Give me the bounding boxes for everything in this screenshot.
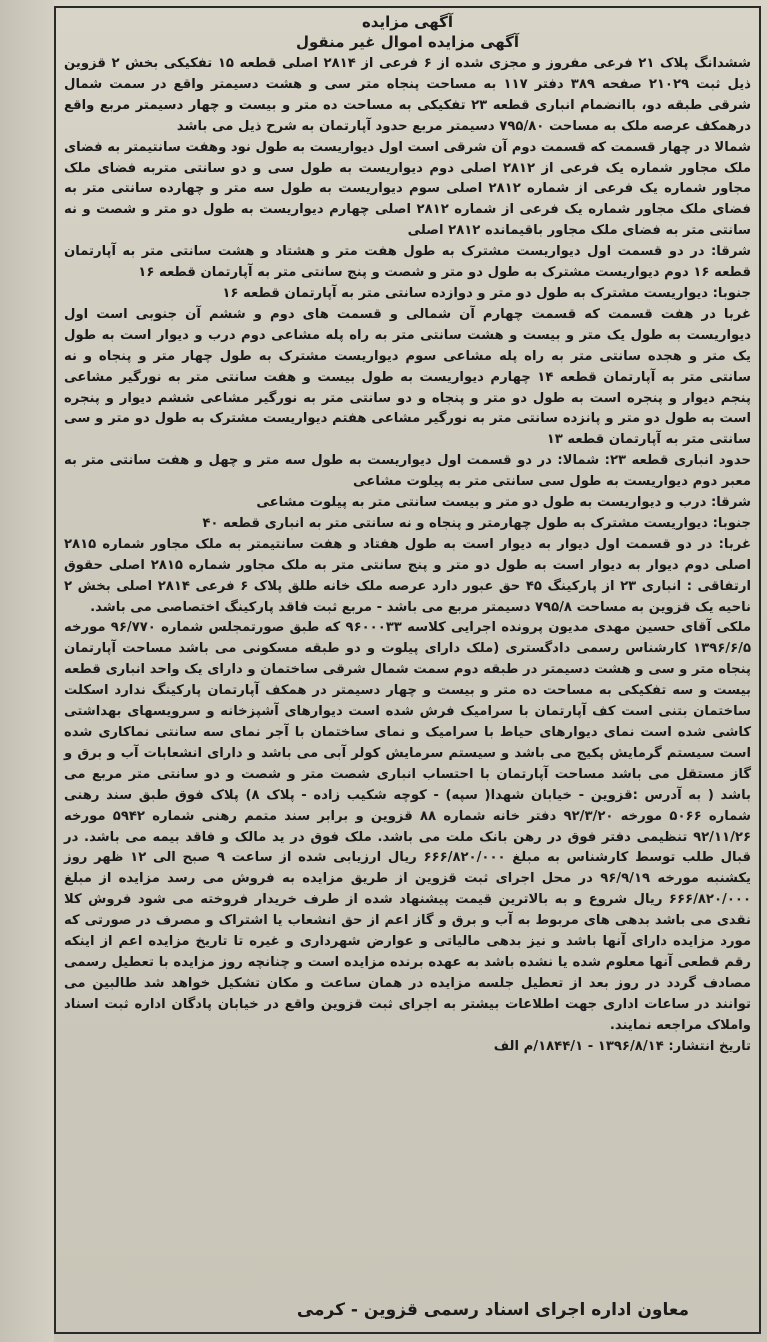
- storage-boundary-north: حدود انباری قطعه ۲۳: شمالا: در دو قسمت اول دیواریست به طول سه متر و چهل و هفت سانتی متر به معبر دوم دیواریست به طول سی سانتی متر به پیلوت مشاعی: [64, 453, 751, 490]
- notice-title: آگهی مزایده: [361, 13, 454, 31]
- storage-boundary-south: جنوبا: دیواریست مشترک به طول چهارمتر و پنجاه و نه سانتی متر به انباری قطعه ۴۰: [202, 515, 751, 531]
- signature-line: معاون اداره اجرای اسناد رسمی قزوین - کرمی: [296, 1300, 689, 1320]
- publication-date: تاریخ انتشار: ۱۳۹۶/۸/۱۴ - ۱۸۴۴/۱/م الف: [493, 1038, 751, 1054]
- property-description: ششدانگ پلاک ۲۱ فرعی مفروز و مجزی شده از ۶ فرعی از ۲۸۱۴ اصلی قطعه ۱۵ تفکیکی بخش ۲ قزوین ذیل ثبت ۲۱۰۲۹ صفحه ۳۸۹ دفتر ۱۱۷ به مساحت پنجاه متر سی و هشت دسیمتر واقع در سمت شمال شرقی طبقه دو، باانضمام انباری قطعه ۲۳ تفکیکی به مساحت ده متر و بیست و چهار دسیمتر مربع واقع درهمکف عرصه ملک به مساحت ۷۹۵/۸۰ دسیمتر مربع حدود آپارتمان به شرح ذیل می باشد: [64, 56, 751, 134]
- boundary-south: جنوبا: دیواریست مشترک به طول دو متر و دوازده سانتی متر به آپارتمان قطعه ۱۶: [222, 285, 751, 301]
- boundary-north: شمالا در چهار قسمت که قسمت دوم آن شرقی است اول دیواریست به طول نود وهفت سانتیمتر به فضای ملک مجاور شماره یک فرعی از ۲۸۱۲ اصلی دوم دیواریست به طول سی و دو سانتی متربه فضای ملک مجاور شماره یک فرعی از شماره ۲۸۱۲ اصلی سوم دیواریست به طول سه متر و چهارده سانتی متر به فضای ملک مجاور شماره یک فرعی از شماره ۲۸۱۲ اصلی چهارم دیواریست به طول دو متر و شصت و نه سانتی متر به فضای ملک مجاور باقیمانده ۲۸۱۲ اصلی: [64, 139, 752, 239]
- auction-details: ملکی آقای حسین مهدی مدیون پرونده اجرایی کلاسه ۹۶۰۰۰۳۳ که طبق صورتمجلس شماره ۹۶/۷۷۰ مورخه ۱۳۹۶/۶/۵ کارشناس رسمی دادگستری (ملک دارای پیلوت و دو طبقه مسکونی می باشد مساحت آپارتمان پنجاه متر و سی و هشت دسیمتر در طبقه دوم سمت شمال شرقی ساختمان و دارای یک واحد انباری قطعه بیست و سه تفکیکی به مساحت ده متر و بیست و چهار دسیمتر در همکف آپارتمان پارکینگ ندارد اسکلت ساختمان بتنی است کف آپارتمان با سرامیک فرش شده است دیوارهای آشپزخانه و سرویسهای بهداشتی کاشی شده است نمای دیوارهای حیاط با سرامیک و نمای ساختمان با آجر نمای سه سانتی نماکاری شده است سیستم گرمایش پکیج می باشد و سیستم سرمایش کولر آبی می باشد و دارای انشعابات آب و برق و گاز مستقل می باشد مساحت آپارتمان با احتساب انباری شصت متر و شصت و دو سانتی متر مربع می باشد ( به آدرس :قزوین - خیابان شهدا( سپه) - کوچه شکیب زاده - پلاک ۸) پلاک فوق طبق سند رهنی شماره ۵۰۶۶ مورخه ۹۲/۳/۲۰ دفتر خانه شماره ۸۸ قزوین و برابر سند متمم رهنی شماره ۵۹۴۲ مورخه ۹۲/۱۱/۲۶ تنظیمی دفتر فوق در رهن بانک ملت می باشد. ملک فوق در ید مالک و فاقد بیمه می باشد. در قبال طلب توسط کارشناس به مبلغ ۶۶۶/۸۲۰/۰۰۰ ریال ارزیابی شده از ساعت ۹ صبح الی ۱۲ ظهر روز یکشنبه مورخه ۹۶/۹/۱۹ در محل اجرای ثبت قزوین از طریق مزایده به فروش می رسد مزایده از مبلغ ۶۶۶/۸۲۰/۰۰۰ ریال شروع و به بالاترین قیمت پیشنهاد شده از طرف خریدار فروخته می شود فروش کلا نقدی می باشد بدهی های مربوط به آب و برق و گاز اعم از حق انشعاب یا اشتراک و مصرف در صورتی که مورد مزایده دارای آنها باشد و نیز بدهی مالیاتی و عوارض شهرداری و غیره تا تاریخ مزایده اعم از اینکه رقم قطعی آنها معلوم شده یا نشده باشد به عهده برنده مزایده است و چنانچه روز مزایده با تعطیل رسمی مصادف گردد در روز بعد از تعطیل جلسه مزایده در همان ساعت و مکان تشکیل خواهد شد طالبین می توانند در ساعات اداری جهت اطلاعات بیشتر به اجرای ثبت قزوین واقع در خیابان پادگان اداره ثبت اسناد واملاک مراجعه نمایند.: [64, 620, 751, 1033]
- notice-subtitle: آگهی مزایده اموال غیر منقول: [295, 33, 520, 51]
- storage-boundary-west: غربا: در دو قسمت اول دیوار به دیوار است به طول هفتاد و هفت سانتیمتر به ملک مجاور شماره ۲۸۱۵ اصلی دوم دیوار به دیوار است به طول دو متر و پنج سانتی متر به ملک مجاور شماره ۲۸۱۵ اصلی حقوق ارتفاقی : انباری ۲۳ از پارکینگ ۴۵ حق عبور دارد عرصه ملک خانه طلق پلاک ۶ فرعی ۲۸۱۴ اصلی بخش ۲ ناحیه یک قزوین به مساحت ۷۹۵/۸ دسیمتر مربع می باشد - مربع ثبت فاقد پارکینگ اختصاصی می باشد.: [64, 536, 751, 615]
- notice-frame: [54, 6, 761, 1334]
- boundary-east: شرقا: در دو قسمت اول دیواریست مشترک به طول هفت متر و هشتاد و هشت سانتی متر به آپارتمان قطعه ۱۶ دوم دیواریست مشترک به طول دو متر و شصت و پنج سانتی متر به آپارتمان قطعه ۱۶: [64, 244, 751, 281]
- page-margin: [0, 0, 54, 1342]
- boundary-west: غربا در هفت قسمت که قسمت چهارم آن شمالی و قسمت های دوم و ششم آن جنوبی است اول دیواریست به طول یک متر و بیست و هشت سانتی متر به راه پله مشاعی دوم درب و دیوار است به طول یک متر و هجده سانتی متر به راه پله مشاعی سوم دیواریست مشترک به طول چهار متر و پنجاه و نه سانتی متر به آپارتمان قطعه ۱۴ چهارم دیواریست به طول بیست و هفت سانتی متر به نورگیر مشاعی پنجم دیوار و پنجره است به طول دو متر و پنجاه و دو سانتی متر به نورگیر مشاعی ششم دیوار و پنجره است به طول دو متر و پانزده سانتی متر به نورگیر مشاعی هفتم دیواریست مشترک به طول دو متر و سی سانتی متر به آپارتمان قطعه ۱۳: [64, 306, 751, 448]
- storage-boundary-east: شرقا: درب و دیواریست به طول دو متر و بیست سانتی متر به پیلوت مشاعی: [256, 495, 751, 511]
